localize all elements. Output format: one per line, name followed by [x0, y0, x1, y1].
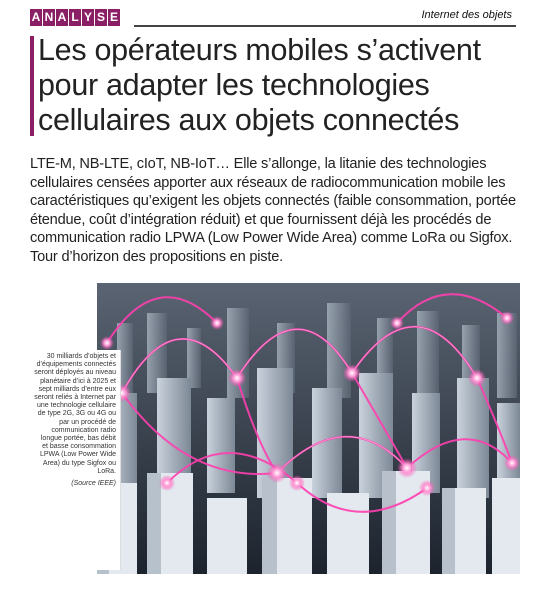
section-letter: S: [96, 10, 105, 24]
photo-caption: [30, 350, 121, 570]
section-letter: E: [109, 10, 118, 24]
section-letter: L: [69, 9, 81, 26]
section-letter: A: [57, 10, 67, 24]
section-letter: N: [44, 10, 54, 24]
section-header: [30, 9, 516, 27]
section-letter: A: [31, 10, 41, 24]
caption-text: 30 milliards d’objets et d’équipements connectés seront déployés au niveau planétaire d’ici à 2025 et sept milliards d’entre eux seront reliés à Internet par une technologie cellulaire de type 2G, 3G ou 4G ou par un procédé de communication radio longue portée, bas débit et basse consommation LPWA (Low Power Wide Area) du type Sigfox ou LoRa.: [34, 353, 116, 475]
rubric-label: Internet des objets: [417, 9, 512, 21]
article-lead: LTE-M, NB-LTE, cIoT, NB-IoT… Elle s’allonge, la litanie des technologies cellulaires censées apporter aux réseaux de radiocommunication mobile les caractéristiques qu’exigent les objets connectés (faible consommation, portée étendue, coût d’intégration réduit) et que fournissent déjà les procédés de communication radio LPWA (Low Power Wide Area) comme LoRa ou Sigfox. Tour d’horizon des propositions en piste.: [30, 156, 516, 265]
article-title: Les opérateurs mobiles s’activent pour adapter les technologies cellulaires aux objets connectés: [38, 33, 481, 137]
caption-source: (Source IEEE): [71, 480, 116, 488]
header-rule: [134, 25, 516, 27]
section-letter: Y: [83, 10, 92, 24]
city-network-illustration: [97, 283, 520, 574]
section-label: [30, 9, 120, 26]
title-accent-bar: [30, 36, 34, 136]
city-network-icon: [97, 283, 520, 574]
